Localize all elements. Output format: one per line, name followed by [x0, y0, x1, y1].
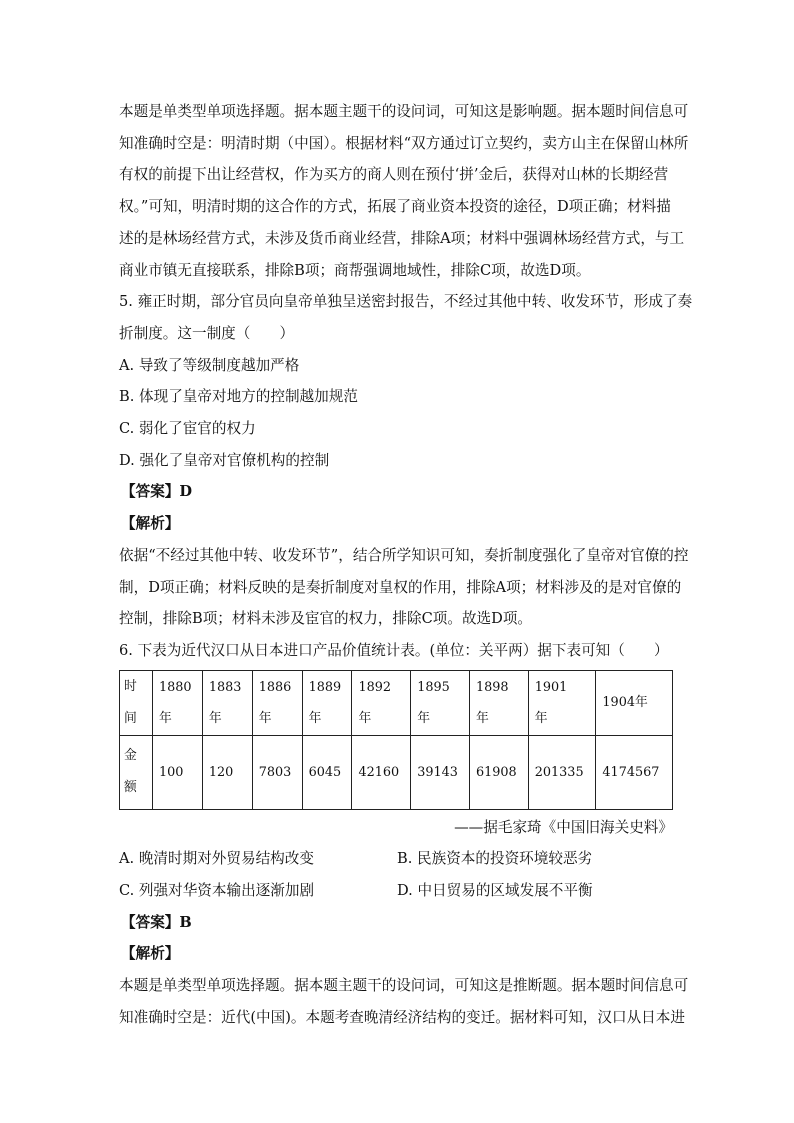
table-row-values — [120, 735, 673, 809]
year-cell: 1901 年 — [528, 670, 596, 735]
text-line: 控制，排除B项；材料未涉及宦官的权力，排除C项。故选D项。 — [119, 610, 533, 628]
q6-option-d: D. 中日贸易的区域发展不平衡 — [397, 882, 593, 900]
q6-options-row — [119, 843, 675, 875]
text-line: 本题是单类型单项选择题。据本题主题干的设问词，可知这是影响题。据本题时间信息可 — [119, 103, 689, 120]
question-5-stem — [119, 286, 693, 349]
q6-analysis-text — [119, 970, 689, 1033]
q6-options-row — [119, 875, 675, 907]
year-cell: 1898 年 — [469, 670, 528, 735]
text-line: 本题是单类型单项选择题。据本题主题干的设问词，可知这是推断题。据本题时间信息可 — [119, 977, 689, 995]
q6-option-b: B. 民族资本的投资环境较恶劣 — [397, 850, 593, 868]
text-line: 知准确时空是：明清时期（中国）。根据材料“双方通过订立契约，卖方山主在保留山林所 — [119, 134, 689, 152]
q6-analysis-label: 【解析】 — [121, 945, 180, 963]
question-6-stem: 6. 下表为近代汉口从日本进口产品价值统计表。(单位：关平两）据下表可知（ ） — [119, 641, 669, 659]
value-cell: 7803 — [252, 735, 302, 809]
year-cell: 1883 年 — [202, 670, 252, 735]
import-value-table — [119, 670, 673, 810]
q5-option-d: D. 强化了皇帝对官僚机构的控制 — [119, 451, 330, 469]
text-line: 权。”可知，明清时期的这合作的方式，拓展了商业资本投资的途径，D项正确；材料描 — [119, 198, 671, 216]
document-page — [119, 96, 693, 1034]
q6-option-c: C. 列强对华资本输出逐渐加剧 — [119, 882, 315, 900]
value-cell: 61908 — [469, 735, 528, 809]
value-cell: 4174567 — [596, 735, 673, 809]
q5-analysis-label: 【解析】 — [121, 515, 180, 533]
text-line: 依据“不经过其他中转、收发环节”，结合所学知识可知，奏折制度强化了皇帝对官僚的控 — [119, 546, 689, 564]
value-cell: 201335 — [528, 735, 596, 809]
text-line: 折制度。这一制度（ ） — [119, 324, 295, 342]
text-line: 有权的前提下出让经营权，作为买方的商人则在预付‘拼’金后，获得对山林的长期经营 — [119, 166, 669, 184]
year-cell: 1892 年 — [352, 670, 411, 735]
q5-option-c: C. 弱化了宦官的权力 — [119, 420, 256, 438]
q5-option-a: A. 导致了等级制度越加严格 — [119, 356, 300, 374]
text-line: 5. 雍正时期，部分官员向皇帝单独呈送密封报告，不经过其他中转、收发环节，形成了奏 — [119, 293, 693, 311]
value-cell: 100 — [153, 735, 203, 809]
value-cell: 39143 — [411, 735, 470, 809]
table-row-years — [120, 670, 673, 735]
q5-answer: 【答案】D — [121, 483, 193, 501]
year-cell: 1886 年 — [252, 670, 302, 735]
text-line: 制，D项正确；材料反映的是奏折制度对皇权的作用，排除A项；材料涉及的是对官僚的 — [119, 578, 682, 596]
q6-answer: 【答案】B — [121, 913, 192, 931]
q5-analysis-text — [119, 540, 689, 635]
q4-analysis-text — [119, 96, 689, 286]
text-line: 述的是林场经营方式，未涉及货币商业经营，排除A项；材料中强调林场经营方式，与工 — [119, 229, 685, 247]
text-line: 商业市镇无直接联系，排除B项；商帮强调地域性，排除C项，故选D项。 — [119, 261, 591, 279]
value-cell: 120 — [202, 735, 252, 809]
table-source: ——据毛家琦《中国旧海关史料》 — [454, 818, 673, 836]
year-cell: 1895 年 — [411, 670, 470, 735]
text-line: 知准确时空是：近代(中国)。本题考查晚清经济结构的变迁。据材料可知，汉口从日本进 — [119, 1008, 685, 1026]
q6-option-a: A. 晚清时期对外贸易结构改变 — [119, 850, 314, 868]
table-header-cell: 时 间 — [120, 670, 153, 735]
year-cell: 1889 年 — [302, 670, 352, 735]
year-cell: 1904年 — [596, 670, 673, 735]
q5-option-b: B. 体现了皇帝对地方的控制越加规范 — [119, 388, 358, 406]
table-header-cell: 金 额 — [120, 735, 153, 809]
year-cell: 1880 年 — [153, 670, 203, 735]
value-cell: 42160 — [352, 735, 411, 809]
value-cell: 6045 — [302, 735, 352, 809]
